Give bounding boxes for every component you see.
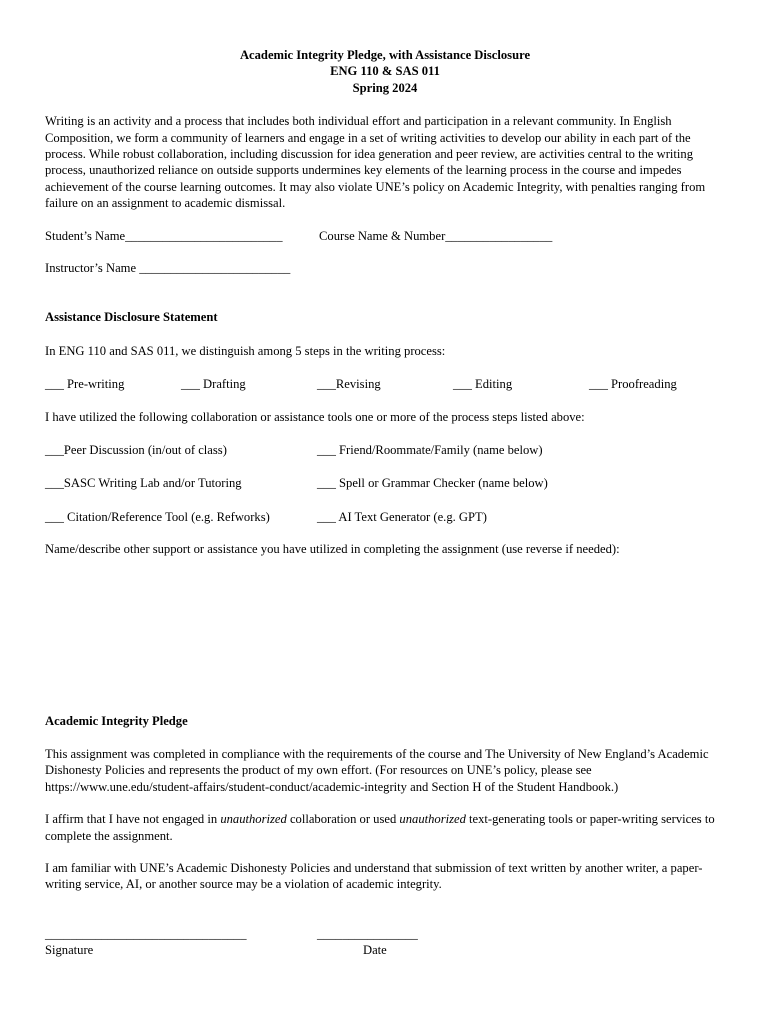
- other-support-area[interactable]: [45, 558, 725, 713]
- pledge-paragraph-3: I am familiar with UNE’s Academic Dishonesty Policies and understand that submission of text written by another writer, a paper-writing service, AI, or another source may be a violation of academic integrity.: [45, 860, 703, 892]
- date-label: Date: [363, 943, 387, 958]
- tool-ai-generator[interactable]: ___ AI Text Generator (e.g. GPT): [317, 509, 487, 524]
- step-drafting[interactable]: ___ Drafting: [181, 377, 246, 392]
- tool-friend-family[interactable]: ___ Friend/Roommate/Family (name below): [317, 443, 543, 457]
- tool-spell-checker[interactable]: ___ Spell or Grammar Checker (name below): [317, 476, 548, 491]
- pledge-text: collaboration or used: [286, 812, 400, 827]
- instructor-row: [45, 260, 725, 276]
- document-title: [45, 47, 725, 96]
- tools-row-3: [45, 509, 725, 525]
- step-revising[interactable]: ___Revising: [317, 377, 381, 392]
- signature-labels-row: [45, 942, 725, 958]
- pledge-paragraph-1: This assignment was completed in compliance with the requirements of the course and The University of New England’s Academic Dishonesty Policies and represents the product of my own effort. (For resources on UNE’s policy, please see https://www.une.edu/student-affairs/student-conduct/academic-integrity and Section H of the Student Handbook.): [45, 746, 709, 794]
- title-line-1: Academic Integrity Pledge, with Assistance Disclosure: [239, 48, 531, 62]
- intro-paragraph: Writing is an activity and a process that includes both individual effort and participation in a relevant community. In English Composition, we form a community of learners and engage in a set of writing activities to develop our ability in each part of the process. While robust collaboration, including discussion for idea generation and peer review, are activities central to the writing process, unauthorized reliance on outside supports undermines key elements of the learning process in the course and impedes achievement of the course learning outcomes. It may also violate UNE’s policy on Academic Integrity, with penalties ranging from failure on an assignment to academic dismissal.: [45, 114, 706, 211]
- steps-intro: In ENG 110 and SAS 011, we distinguish among 5 steps in the writing process:: [45, 343, 446, 358]
- step-proofreading[interactable]: ___ Proofreading: [589, 377, 677, 392]
- signature-line[interactable]: ________________________________: [45, 926, 247, 941]
- pledge-emphasis: unauthorized: [220, 812, 287, 827]
- tool-writing-lab[interactable]: ___SASC Writing Lab and/or Tutoring: [45, 476, 242, 491]
- signature-label: Signature: [45, 943, 94, 958]
- course-name-field[interactable]: Course Name & Number_________________: [319, 228, 553, 243]
- title-line-3: Spring 2024: [352, 80, 418, 95]
- steps-row: [45, 376, 725, 392]
- tool-peer-discussion[interactable]: ___Peer Discussion (in/out of class): [45, 443, 227, 457]
- signature-lines-row: [45, 926, 725, 942]
- student-name-field[interactable]: Student’s Name_________________________: [45, 228, 283, 243]
- pledge-paragraph-2: [45, 811, 725, 844]
- step-prewriting[interactable]: ___ Pre-writing: [45, 377, 125, 392]
- date-line[interactable]: ________________: [317, 926, 418, 941]
- pledge-heading: Academic Integrity Pledge: [45, 713, 188, 728]
- pledge-text: I affirm that I have not engaged in: [45, 812, 221, 827]
- tools-intro: I have utilized the following collaboration or assistance tools one or more of the process steps listed above:: [45, 409, 585, 424]
- document-page: [45, 47, 725, 959]
- tool-citation[interactable]: ___ Citation/Reference Tool (e.g. Refworks): [45, 509, 270, 524]
- pledge-emphasis: unauthorized: [399, 812, 466, 827]
- tools-row-1: [45, 442, 725, 458]
- title-line-2: ENG 110 & SAS 011: [330, 64, 440, 79]
- pledge-text: text-generating tools or paper-writing services to complete the assignment.: [45, 812, 715, 843]
- step-editing[interactable]: ___ Editing: [453, 377, 513, 392]
- instructor-name-field[interactable]: Instructor’s Name ________________________: [45, 261, 291, 276]
- tools-row-2: [45, 475, 725, 491]
- other-support-prompt: Name/describe other support or assistance you have utilized in completing the assignment (use reverse if needed):: [45, 542, 620, 557]
- disclosure-heading: Assistance Disclosure Statement: [45, 310, 218, 325]
- student-course-row: [45, 228, 725, 244]
